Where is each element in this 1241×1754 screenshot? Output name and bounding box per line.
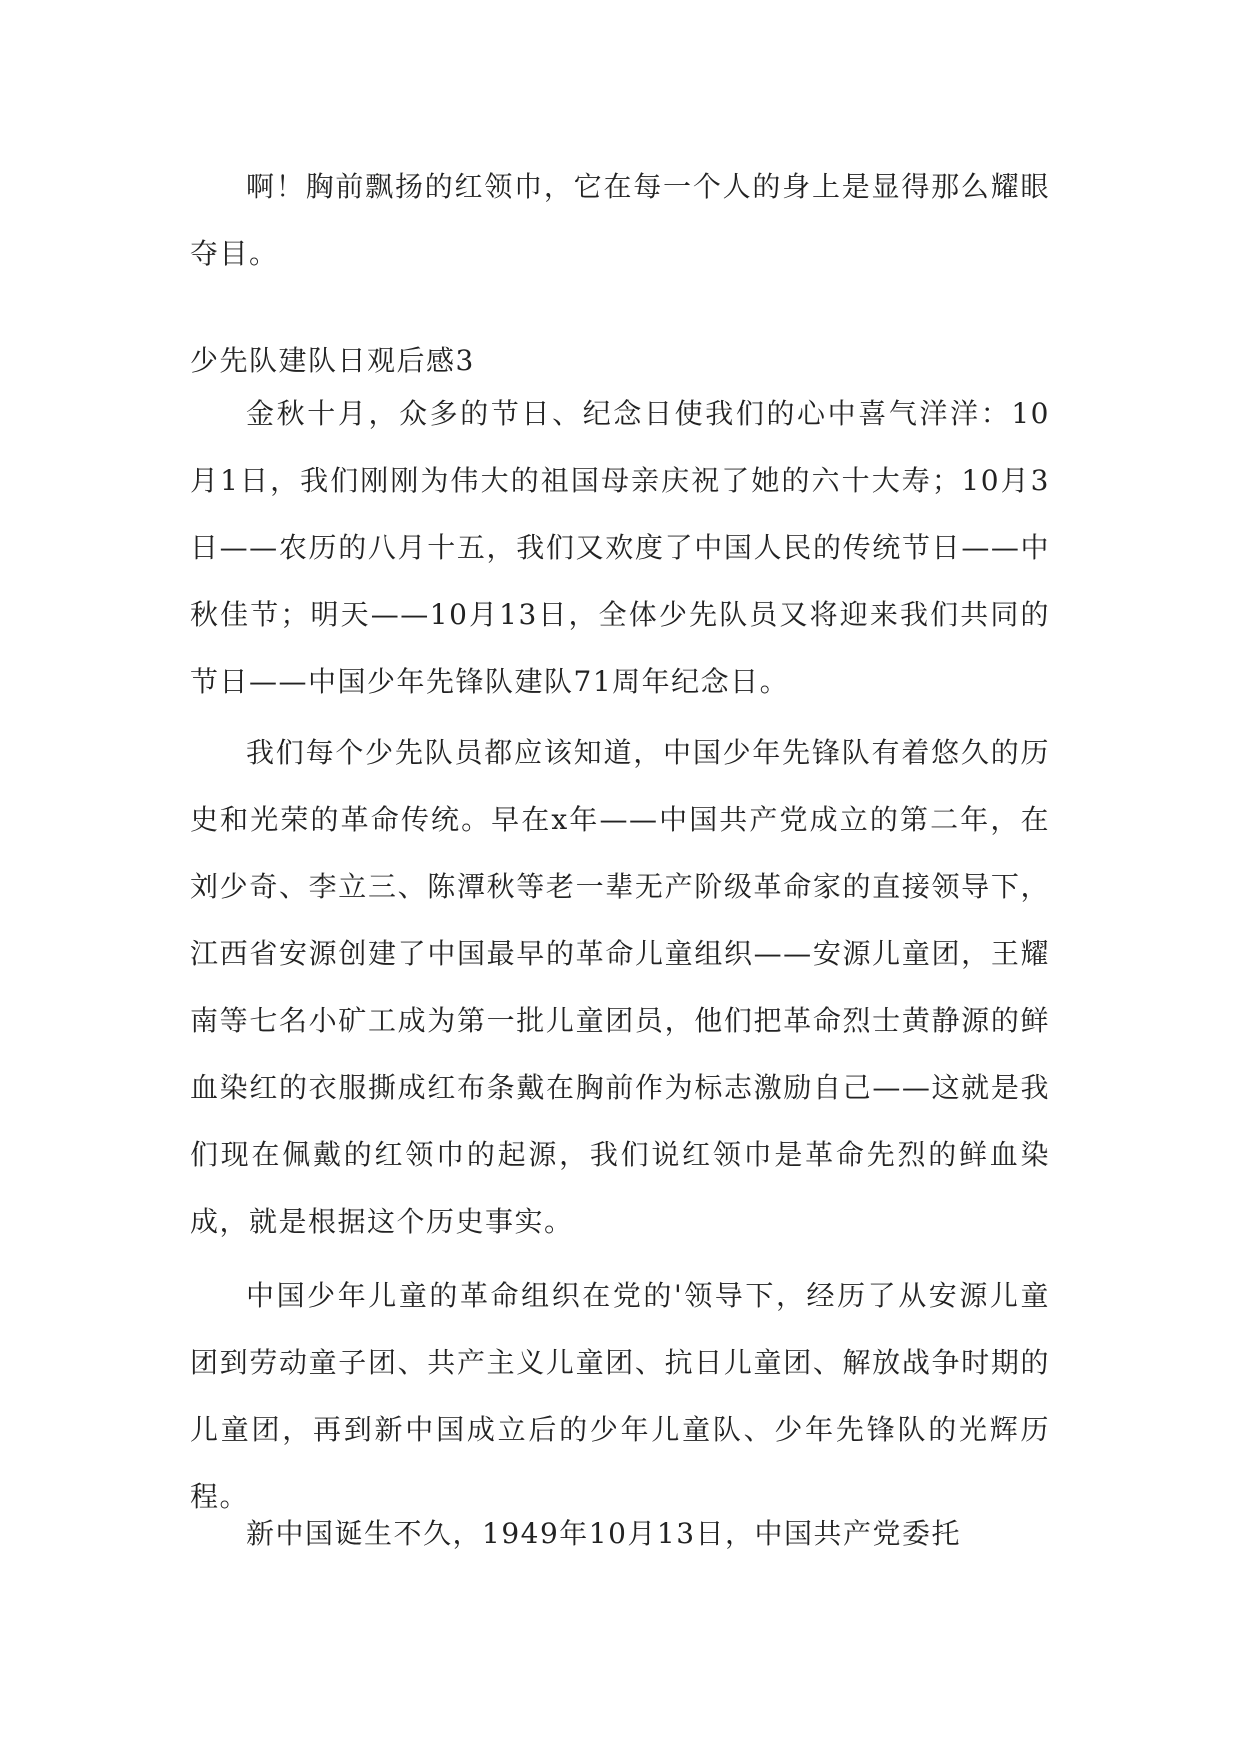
document-page [190, 0, 1050, 1754]
paragraph-3: 中国少年儿童的革命组织在党的'领导下，经历了从安源儿童团到劳动童子团、共产主义儿童团、抗日儿童团、解放战争时期的儿童团，再到新中国成立后的少年儿童队、少年先锋队的光辉历程。 [190, 1279, 1050, 1513]
paragraph-1: 金秋十月，众多的节日、纪念日使我们的心中喜气洋洋：10月1日，我们刚刚为伟大的祖国母亲庆祝了她的六十大寿；10月3日——农历的八月十五，我们又欢度了中国人民的传统节日——中秋佳节；明天——10月13日，全体少先队员又将迎来我们共同的节日——中国少年先锋队建队71周年纪念日。 [190, 397, 1050, 698]
paragraph-2: 我们每个少先队员都应该知道，中国少年先锋队有着悠久的历史和光荣的革命传统。早在x年——中国共产党成立的第二年，在刘少奇、李立三、陈潭秋等老一辈无产阶级革命家的直接领导下，江西省安源创建了中国最早的革命儿童组织——安源儿童团，王耀南等七名小矿工成为第一批儿童团员，他们把革命烈士黄静源的鲜血染红的衣服撕成红布条戴在胸前作为标志激励自己——这就是我们现在佩戴的红领巾的起源，我们说红领巾是革命先烈的鲜血染成，就是根据这个历史事实。 [190, 736, 1050, 1238]
paragraph-intro: 啊！胸前飘扬的红领巾，它在每一个人的身上是显得那么耀眼夺目。 [190, 170, 1050, 270]
paragraph-4: 新中国诞生不久，1949年10月13日，中国共产党委托 [246, 1517, 962, 1550]
section-title: 少先队建队日观后感3 [190, 344, 475, 377]
